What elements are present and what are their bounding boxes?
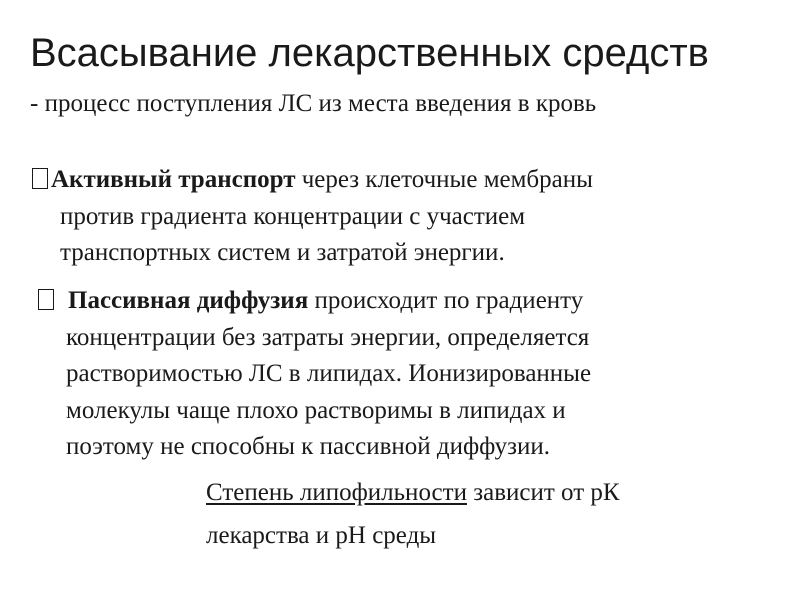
- passive-diffusion-line-5: поэтому не способны к пассивной диффузии.: [66, 433, 551, 460]
- lipophilicity-note-line-1: [206, 477, 620, 509]
- passive-diffusion-line-4: молекулы чаще плохо растворимы в липидах и: [66, 396, 566, 424]
- active-transport-line-3: транспортных систем и затратой энергии.: [60, 239, 505, 266]
- passive-diffusion-line-2: концентрации без затраты энергии, определяется: [66, 323, 590, 351]
- active-transport-paragraph: [32, 162, 772, 272]
- passive-diffusion-paragraph: [38, 283, 773, 466]
- active-transport-line-2: против градиента концентрации с участием: [60, 202, 526, 230]
- passive-diffusion-line-3: растворимостью ЛС в липидах. Ионизированные: [66, 360, 592, 387]
- passive-diffusion-term: Пассивная диффузия: [68, 287, 309, 314]
- lipophilicity-text: зависит от рК: [466, 479, 620, 506]
- slide-subtitle: - процесс поступления ЛС из места введения в кровь: [30, 90, 597, 117]
- lipophilicity-note-line-2: лекарства и рН среды: [206, 522, 437, 549]
- passive-diffusion-text: происходит по градиенту: [308, 287, 584, 314]
- passive-diffusion-line-1: [38, 283, 773, 320]
- active-transport-term: Активный транспорт: [51, 166, 296, 193]
- lipophilicity-term: Степень липофильности: [206, 479, 467, 506]
- bullet-box-icon: [32, 168, 48, 189]
- active-transport-text: через клеточные мембраны: [295, 166, 593, 193]
- active-transport-line-1: [32, 162, 772, 199]
- slide-title: Всасывание лекарственных средств: [30, 31, 709, 75]
- bullet-box-icon: [38, 289, 54, 310]
